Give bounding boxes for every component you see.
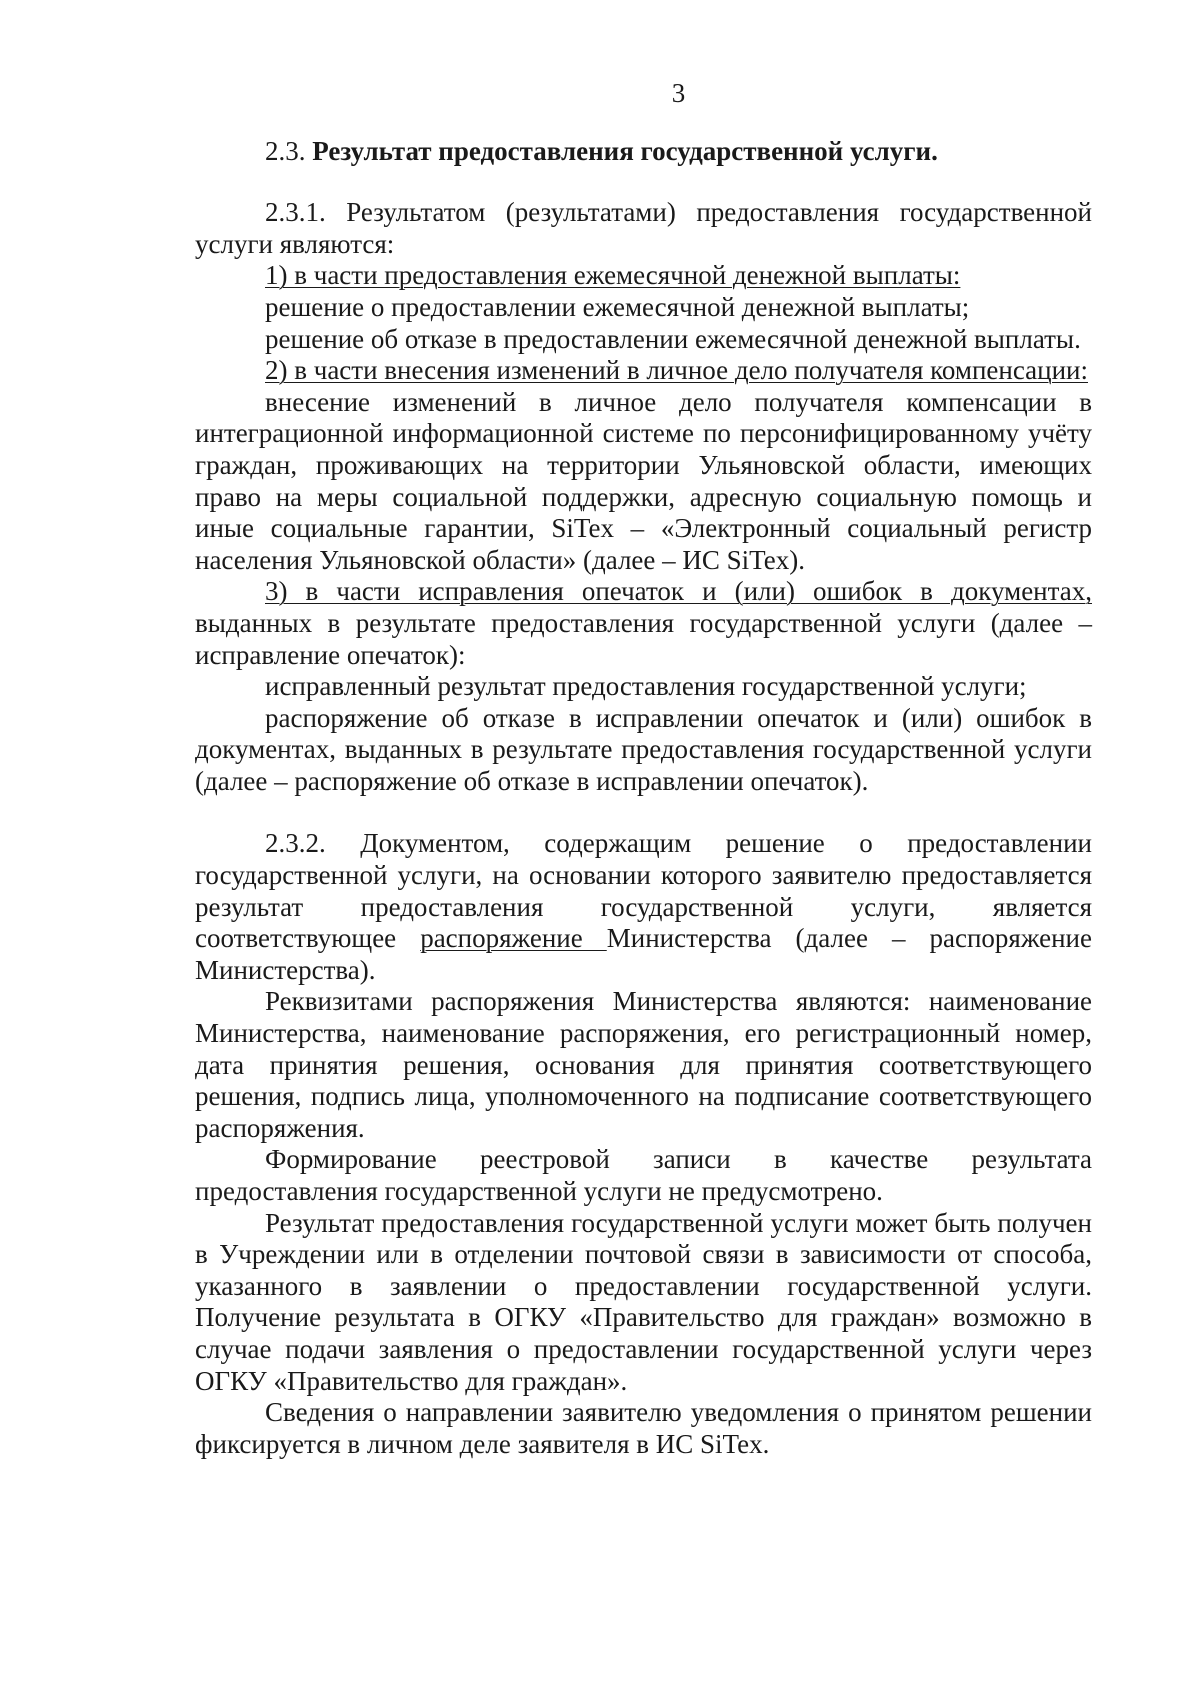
item-3-line-1: исправленный результат предоставления государственной услуги;	[265, 671, 1027, 702]
section-heading	[195, 136, 1092, 168]
paragraph-requisites: Реквизитами распоряжения Министерства являются: наименование Министерства, наименование распоряжения, его регистрационный номер, дата принятия решения, основания для принятия соответствующего решения, подпись лица, уполномоченного на подписание соответствующего распоряжения.	[195, 986, 1092, 1143]
item-3-line-2: распоряжение об отказе в исправлении опечаток и (или) ошибок в документах, выданных в результате предоставления государственной услуги (далее – распоряжение об отказе в исправлении опечаток).	[195, 702, 1092, 796]
paragraph-2-3-2-start: 2.3.2. Документом, содержащим решение о предоставлении государственной услуги, на основании которого заявителю предоставляется результат предоставления государственной услуги, является соответствующее	[195, 828, 1092, 954]
item-1-line-1: решение о предоставлении ежемесячной денежной выплаты;	[265, 291, 970, 322]
paragraph-2-3-2	[195, 828, 1092, 986]
item-2-title-text: 2) в части внесения изменений в личное дело получателя компенсации:	[265, 355, 1088, 386]
heading-number: 2.3.	[265, 135, 306, 166]
item-3-title	[195, 576, 1092, 671]
item-1-line-2: решение об отказе в предоставлении ежемесячной денежной выплаты.	[265, 323, 1081, 354]
item-3-title-rest: выданных в результате предоставления государственной услуги (далее – исправление опечаток):	[195, 607, 1092, 670]
paragraph-result-delivery: Результат предоставления государственной услуги может быть получен в Учреждении или в отделении почтовой связи в зависимости от способа, указанного в заявлении о предоставлении государственной услуги. Получение результата в ОГКУ «Правительство для граждан» возможно в случае подачи заявления о предоставлении государственной услуги через ОГКУ «Правительство для граждан».	[195, 1207, 1092, 1396]
page-number: 3	[671, 78, 686, 108]
paragraph-registry-record: Формирование реестровой записи в качестве результата предоставления государственной услуги не предусмотрено.	[195, 1144, 1092, 1206]
item-2-text: внесение изменений в личное дело получателя компенсации в интеграционной информационной системе по персонифицированному учёту граждан, проживающих на территории Ульяновской области, имеющих право на меры социальной поддержки, адресную социальную помощь и иные социальные гарантии, SiTex – «Электронный социальный регистр населения Ульяновской области» (далее – ИС SiTex).	[195, 386, 1092, 575]
item-2-title	[195, 355, 1092, 387]
paragraph-notification: Сведения о направлении заявителю уведомления о принятом решении фиксируется в личном деле заявителя в ИС SiTex.	[195, 1397, 1092, 1459]
paragraph-2-3-2-underlined: распоряжение	[420, 923, 607, 954]
paragraph-2-3-1: 2.3.1. Результатом (результатами) предоставления государственной услуги являются:	[195, 197, 1092, 259]
paragraph-2-3-2-end: Министерства (далее – распоряжение Министерства).	[195, 923, 1092, 985]
item-3-title-text: 3) в части исправления опечаток и (или) ошибок в документах,	[265, 576, 1092, 607]
item-1-title	[195, 260, 1092, 292]
heading-title: Результат предоставления государственной услуги.	[312, 135, 938, 166]
item-1-title-text: 1) в части предоставления ежемесячной денежной выплаты:	[265, 260, 961, 291]
